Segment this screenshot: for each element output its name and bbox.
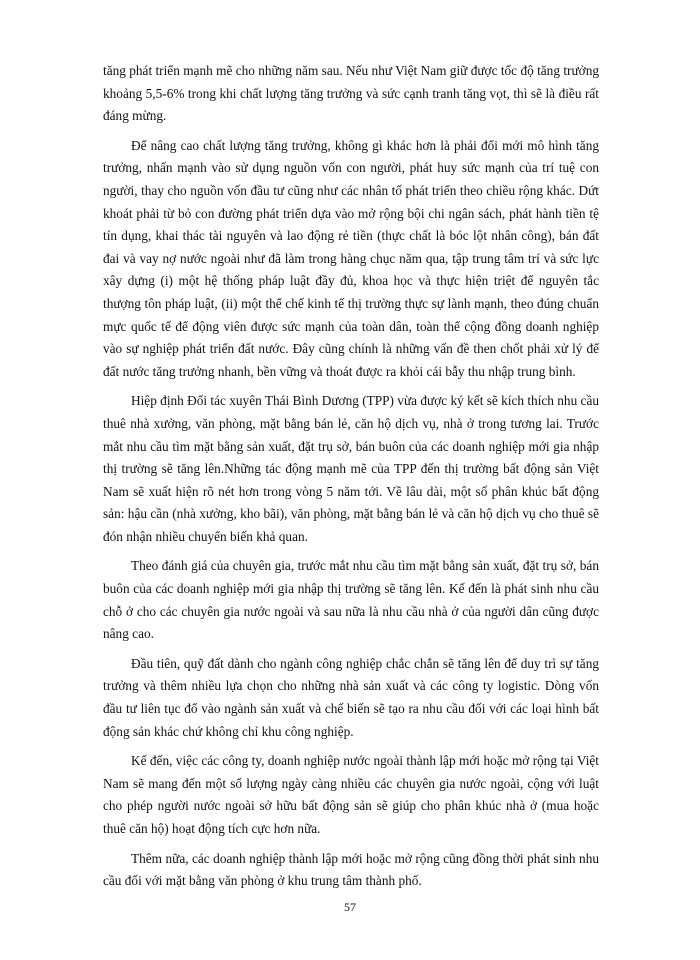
paragraph-3: Hiệp định Đối tác xuyên Thái Bình Dương (TPP) vừa được ký kết sẽ kích thích nhu cầu thuê nhà xưởng, văn phòng, mặt bằng bán lẻ, căn hộ dịch vụ, nhà ở trong tương lai. Trước mắt nhu cầu tìm mặt bằng sản xuất, đặt trụ sở, bán buôn của các doanh nghiệp mới gia nhập thị trường sẽ tăng lên.Những tác động mạnh mẽ của TPP đến thị trường bất động sản Việt Nam sẽ xuất hiện rõ nét hơn trong vòng 5 năm tới. Về lâu dài, một số phân khúc bất động sản: hậu cần (nhà xưởng, kho bãi), văn phòng, mặt bằng bán lẻ và căn hộ dịch vụ cho thuê sẽ đón nhận nhiều chuyển biến khả quan. <box>103 393 599 544</box>
paragraph-6: Kế đến, việc các công ty, doanh nghiệp nước ngoài thành lập mới hoặc mở rộng tại Việt Nam sẽ mang đến một số lượng ngày càng nhiều các chuyên gia nước ngoài, cộng với luật cho phép người nước ngoài sở hữu bất động sản sẽ giúp cho phân khúc nhà ở (mua hoặc thuê căn hộ) hoạt động tích cực hơn nữa. <box>103 753 599 836</box>
paragraph-4: Theo đánh giá của chuyên gia, trước mắt nhu cầu tìm mặt bằng sản xuất, đặt trụ sở, bán buôn của các doanh nghiệp mới gia nhập thị trường sẽ tăng lên. Kế đến là phát sinh nhu cầu chỗ ở cho các chuyên gia nước ngoài và sau nữa là nhu cầu nhà ở của người dân cũng được nâng cao. <box>103 558 599 642</box>
paragraph-5: Đầu tiên, quỹ đất dành cho ngành công nghiệp chắc chắn sẽ tăng lên để duy trì sự tăng trưởng và thêm nhiều lựa chọn cho những nhà sản xuất và các công ty logistic. Dòng vốn đầu tư liên tục đổ vào ngành sản xuất và chế biến sẽ tạo ra nhu cầu đối với các loại hình bất động sản khác chứ không chỉ khu công nghiệp. <box>103 655 599 739</box>
paragraph-7: Thêm nữa, các doanh nghiệp thành lập mới hoặc mở rộng cũng đồng thời phát sinh nhu cầu đối với mặt bằng văn phòng ở khu trung tâm thành phố. <box>103 850 599 889</box>
document-body <box>103 60 599 893</box>
page-number: 57 <box>344 900 356 914</box>
paragraph-2: Để nâng cao chất lượng tăng trưởng, không gì khác hơn là phải đổi mới mô hình tăng trưởng, nhấn mạnh vào sử dụng nguồn vốn con người, phát huy sức mạnh của trí tuệ con người, thay cho nguồn vốn đầu tư cũng như các nhân tố phát triển theo chiều rộng khác. Dứt khoát phải từ bỏ con đường phát triển dựa vào mở rộng bội chi ngân sách, phát hành tiền tệ tín dụng, khai thác tài nguyên và lao động rẻ tiền (thực chất là bóc lột nhân công), bán đất đai và vay nợ nước ngoài như đã làm trong hàng chục năm qua, tập trung tâm trí và sức lực xây dựng (i) một hệ thống pháp luật đầy đủ, khoa học và thực hiện triệt để nguyên tắc thượng tôn pháp luật, (ii) một thể chế kinh tế thị trường thực sự lành mạnh, theo đúng chuẩn mực quốc tế để động viên được sức mạnh của toàn dân, toàn thể cộng đồng doanh nghiệp vào sự nghiệp phát triển đất nước. Đây cũng chính là những vấn đề then chốt phải xử lý để đất nước tăng trưởng nhanh, bền vững và thoát được ra khỏi cái bẫy thu nhập trung bình. <box>103 137 599 379</box>
paragraph-1: tăng phát triển mạnh mẽ cho những năm sau. Nếu như Việt Nam giữ được tốc độ tăng trưởng khoảng 5,5-6% trong khi chất lượng tăng trưởng và sức cạnh tranh tăng vọt, thì sẽ là điều rất đáng mừng. <box>103 63 599 124</box>
